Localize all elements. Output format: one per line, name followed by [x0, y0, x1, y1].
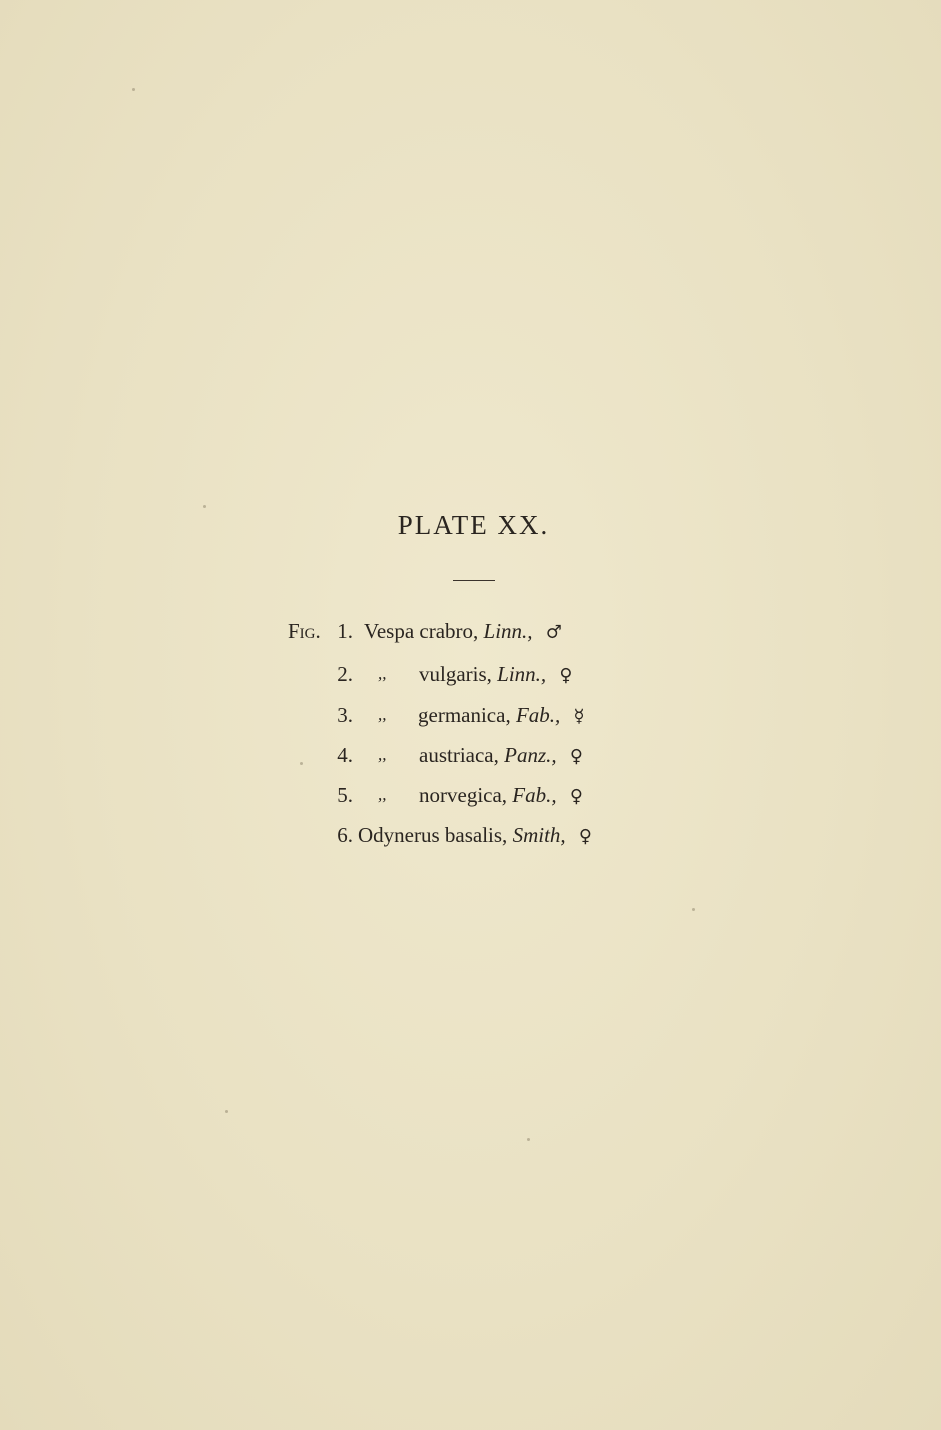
ditto-mark: ,,: [378, 785, 387, 804]
sex-symbol: ♀: [569, 786, 584, 807]
species-name: vulgaris,: [419, 662, 492, 686]
species-name: norvegica,: [419, 783, 508, 807]
figure-number: 1.: [337, 619, 353, 643]
figure-number: 4.: [337, 743, 353, 767]
figure-number: 5.: [337, 783, 353, 807]
paper-speck: [132, 88, 135, 91]
paper-speck: [225, 1110, 228, 1113]
ditto-mark: ,,: [378, 745, 387, 764]
paper-speck: [692, 908, 695, 911]
species-name: Odynerus basalis,: [358, 823, 508, 847]
sex-symbol: ♂: [545, 622, 562, 643]
figure-caption: [358, 818, 592, 854]
figure-caption: [364, 614, 562, 650]
ditto-mark: ,,: [378, 664, 387, 683]
figure-caption: [419, 778, 583, 814]
figure-number: 6.: [337, 823, 353, 847]
species-author: Panz.,: [504, 743, 557, 767]
figure-number: 2.: [337, 662, 353, 686]
paper-speck: [300, 762, 303, 765]
figure-caption: [419, 657, 573, 693]
title-rule: [453, 580, 495, 581]
sex-symbol: ♀: [578, 826, 593, 847]
ditto-mark: ,,: [378, 705, 387, 724]
plate-title: PLATE XX.: [397, 510, 550, 540]
sex-symbol: ♀: [569, 746, 584, 767]
sex-symbol: ☿: [573, 706, 585, 727]
paper-speck: [203, 505, 206, 508]
paper-speck: [527, 1138, 530, 1141]
fig-prefix: Fig.: [288, 619, 321, 643]
species-name: Vespa crabro,: [364, 619, 479, 643]
species-name: germanica,: [418, 703, 511, 727]
figure-caption: [419, 738, 583, 774]
species-author: Fab.,: [515, 703, 561, 727]
species-name: austriaca,: [419, 743, 499, 767]
species-author: Smith,: [512, 823, 566, 847]
figure-number: 3.: [337, 703, 353, 727]
figure-caption: [418, 698, 585, 734]
sex-symbol: ♀: [559, 665, 573, 686]
species-author: Linn.,: [497, 662, 547, 686]
species-author: Fab.,: [512, 783, 557, 807]
species-author: Linn.,: [483, 619, 533, 643]
